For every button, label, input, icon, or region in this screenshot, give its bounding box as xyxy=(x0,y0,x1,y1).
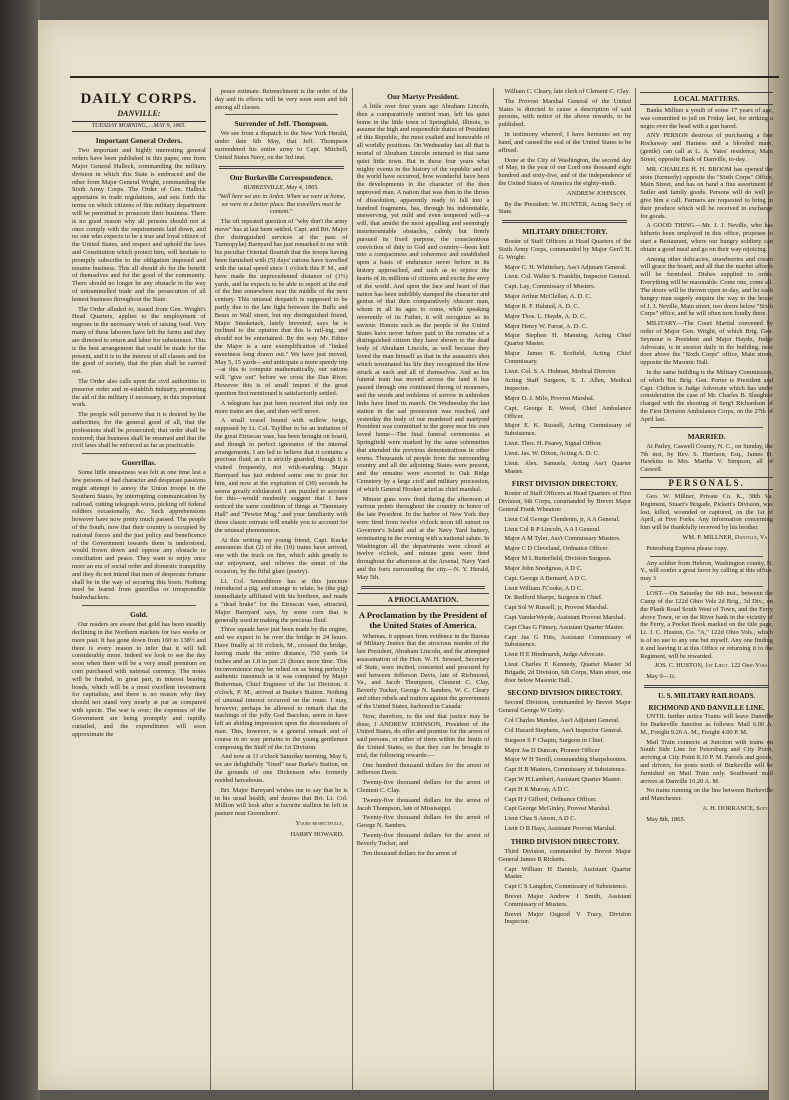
newspaper-columns xyxy=(68,88,777,1092)
signature: HARRY HOWARD. xyxy=(290,830,344,838)
directory-entry: Major C D Cleveland, Ordnance Officer. xyxy=(504,545,609,553)
article-heading: A PROCLAMATION. xyxy=(357,593,490,606)
paragraph: peace estimate. Retrenchment is the order of the day and its effects will be very soon seen and felt among all classes. xyxy=(214,88,348,111)
paragraph: The people will perceive that it is desired by the authorities, for the general good of all, that the professions shall be prosecuted; that order shall be restored; that business shall be resumed and that the civil laws shall be enforced as far as practicable. xyxy=(72,411,206,450)
divider xyxy=(650,586,763,587)
paragraph: The Order also calls upon the civil authorities to preserve order and re-establish industry, promising the aid of the military if necessary, in this important work. xyxy=(72,377,206,409)
paragraph: Second Division, commanded by Brevet Major General George W Getty: xyxy=(498,699,632,715)
directory-entry: Capt William H Daniels, Assistant Quarter Master. xyxy=(504,865,632,881)
local-item: Banks Millner a youth of some 17 years of age, was committed to jail on Friday last, for striking a negro over the head with a gun barrel. xyxy=(640,107,773,130)
directory-entry: Major Arthur McClellan, A. D. C. xyxy=(504,293,592,301)
directory-entry: Capt H R Murray, A D C. xyxy=(504,785,570,793)
signature: JOS. C. HUSTON, 1st Lieut. 122 Ohio Vols. xyxy=(654,662,769,670)
directory-entry: Major C. H. Whittelsey, Ass't Adjutant General. xyxy=(504,263,627,271)
directory-entry: Capt Sol W Russell, jr, Provost Marshal. xyxy=(504,604,609,612)
directory-entry: Brevet Major Osgood V Tracy, Division Inspector. xyxy=(504,910,632,926)
article-heading: Gold. xyxy=(130,610,148,620)
directory-entry: Major Henry W. Farrar, A. D. C. xyxy=(504,322,588,330)
paragraph: Brt. Major Barnyard wishes me to say that he is in his usual health, and desires that Brt. Lt. Col. Million will look after a favorite stallion he left in pasture near Greensboro'. xyxy=(214,786,348,818)
paragraph: Third Division, commanded by Brevet Major General James B Ricketts. xyxy=(498,847,632,863)
column-3 xyxy=(352,88,494,1092)
directory-entry: Col Charles Mundee, Ass't Adjutant General. xyxy=(504,717,620,725)
paragraph: By the President: W. HUNTER, Acting Sec'y of State. xyxy=(498,200,632,216)
letter-place: BURKESVILLE, May 4, 1865. xyxy=(243,183,319,191)
directory-entry: Lieut. Col. Walter S. Franklin, Inspector General. xyxy=(504,273,631,281)
paragraph: Geo. W. Millner, Private Co. K., 38th Va. Regiment, Stuart's Brigade, Pickett's Division, was lost, killed, wounded or captured, on the 1st of April, at Five Forks. Any information concerning him will be thankfully received by his brother. xyxy=(640,492,773,532)
divider xyxy=(644,685,769,688)
directory-entry: Lieut. Jas. W. Dixon, Acting A. D. C. xyxy=(504,449,600,457)
book-binding xyxy=(0,0,40,1100)
paragraph: Twenty-five thousand dollars for the arrest of George N. Sanders. xyxy=(356,814,490,830)
paragraph: Lt. Col. Smoothbore has at this juncture introduced a pig, and strange to relate, he (the pig) immediately affiliated with his brethren, and made a "dead brake" for the Etruscan vase, attracted, Major Barnyard says, by some corn that is generally used in making the precious fluid. xyxy=(214,577,348,624)
section-heading: FIRST DIVISION DIRECTORY. xyxy=(511,479,618,489)
directory-list xyxy=(498,264,631,476)
paragraph: Petersburg Express please copy. xyxy=(646,544,729,552)
directory-entry: Lieut O B Hays, Assistant Provost Marshal. xyxy=(504,825,617,833)
article-heading: Surrender of Jeff. Thompson. xyxy=(234,119,328,129)
directory-list xyxy=(498,717,631,833)
article-heading: Our Martyr President. xyxy=(387,92,459,101)
signature: A. H. DORRANCE, Supt. xyxy=(702,805,769,813)
divider xyxy=(225,114,338,115)
directory-entry: Capt C S Langdon, Commissary of Subsistence. xyxy=(504,883,628,891)
directory-entry: Lieut. Col. S. A. Holman, Medical Director. xyxy=(504,367,617,375)
article-heading: Important General Orders. xyxy=(95,136,183,146)
directory-entry: Lieut. Thos. H. Fearey, Signal Officer. xyxy=(504,440,603,448)
directory-entry: Lieut William J'Cooke, A D C. xyxy=(504,584,583,592)
column-5 xyxy=(635,88,777,1092)
directory-entry: Lieut Chas S Anson, A D C. xyxy=(504,815,577,823)
directory-list xyxy=(498,866,631,927)
section-heading: MILITARY DIRECTORY. xyxy=(522,227,608,237)
divider xyxy=(219,166,344,169)
directory-entry: Lieut H E Hindmarsh, Judge Advocate. xyxy=(504,651,606,659)
section-heading: MARRIED. xyxy=(687,431,726,441)
paragraph: The Order alluded to, issued from Gen. Wright's Head Quarters, applies to the employment of negroes in the necessary work of raising food. Very many of these laborers have left the farms and they are directed to return and labor for subsistence. This is the best arrangement that could be made for the present, and it is to the interest of all classes and for the good of society, that the plan shall be carried out. xyxy=(72,305,206,376)
local-item: MR. CHARLES H. H. BROOM has opened the store (formerly) opposite the "Sixth Corps" Office, Main Street, and has on hand a fine assortment of Sutler and family goods. Persons will do well to give him a call. Farmers are requested to bring in their produce which will be received in exchange for goods. xyxy=(640,165,773,220)
paragraph: In testimony whereof, I have hereunto set my hand, and caused the seal of the United States to be affixed. xyxy=(498,131,632,154)
directory-entry: Brevet Major Andrew J Smith, Assistant Commissary of Musters. xyxy=(504,892,632,908)
directory-entry: Capt Chas G Finney, Assistant Quarter Master. xyxy=(504,623,624,631)
paragraph: Now, therefore, to the end that justice may be done, I ANDREW JOHNSON, President of the United States, do offer and promise for the arrest of said persons, or either of them within the limits of the United States, so that they can be brought to trial, the following rewards:— xyxy=(356,712,490,759)
directory-entry: Major John Snodgrass, A D C. xyxy=(504,564,583,572)
paragraph: Whereas, it appears from evidence in the Bureau of Military Justice that the atrocious murder of the late President, Abraham Lincoln, and the attempted assassination of the Hon. W. H. Seward, Secretary of State, were incited, concerted and procured by and between Jefferson Davis, late of Richmond, Va., and Jacob Thompson, Clement C. Clay, Beverly Tucker, George N. Sanders, W. C. Cleary and other rebels and traitors against the government of the United States, harbored in Canada: xyxy=(356,632,490,710)
paragraph: May 8th, 1865. xyxy=(646,815,686,823)
divider xyxy=(82,605,196,606)
directory-entry: Major M L Butterfield, Division Surgeon. xyxy=(504,555,612,563)
divider xyxy=(502,220,627,223)
directory-entry: Lieut Col R P Lincoln, A A I General. xyxy=(504,525,601,533)
directory-entry: Major Stephen H. Manning, Acting Chief Quarter Master. xyxy=(504,332,632,348)
section-heading: SECOND DIVISION DIRECTORY. xyxy=(507,688,623,698)
paragraph: Twenty-five thousand dollars for the arrest of Beverly Tucker, and xyxy=(356,832,490,847)
paragraph: A telegram has just been received that only ten more trains are due, and then we'll move. xyxy=(214,399,348,415)
directory-entry: Major James K. Scofield, Acting Chief Commissary. xyxy=(504,349,632,365)
paragraph: Twenty-five thousand dollars for the arrest of Jacob Thompson, late of Mississippi. xyxy=(356,796,490,812)
directory-entry: Major D. J. Milo, Provost Marshal. xyxy=(504,395,595,403)
paragraph: Twenty-five thousand dollars for the arrest of Clement C. Clay. xyxy=(356,779,490,795)
masthead-title: DAILY CORPS. xyxy=(80,91,198,107)
divider xyxy=(361,586,486,589)
masthead-place: DANVILLE: xyxy=(117,109,161,119)
paragraph: No trains running on the line between Burkeville and Manchester. xyxy=(640,787,773,803)
local-item: Among other delicacies, strawberries and cream will grace the board, and all that the market affords will be furnished. Dishes supplied to order. Everything will be reasonable. Come one, come all. The doors will be thrown open to-day, and let each hungry man eagerly enquire the way to the house of J. J. Neville, Main street, two doors below "Sixth Corps" office, and he will often turn fondly there. xyxy=(640,255,773,318)
directory-entry: Major Thos. L. Haydn, A. D. C. xyxy=(504,312,586,320)
divider xyxy=(650,556,763,557)
paragraph: Mail Train connects at Junction with trains on South Side Line for Petersburg and City Point, arriving at City Point 8.10 P. M. Parcels and goods, and drivers, for posts north of Burkeville will be furnished on Mail Train only. Southward mail arrives at Danville 10.20 A. M. xyxy=(640,738,773,785)
directory-entry: Lieut. Alex. Samuels, Acting Ass't Quarter Master. xyxy=(504,459,632,475)
paragraph: A small vessel bound with willow twigs, supposed by Lt. Col. Tayliber to be an imitation of the great Etruscan vase, has been brought on board, and though in perfect ignorance of the internal arrangements, I am led to believe that it contains a precious fluid, as it is strictly guarded, though it is visited frequently, not with-standing. Major Barnyard has just ordered some one to pour for him, and now at the expiration of (30) seconds he seems greatly exhilarated. I am puzzled to account for this—would modestly suggest that I have noticed the same condition of things at "Tammany Hall" and "Pewter Mug," and your familiarity with those classic retreats will enable you to account for the unusual phenomenon. xyxy=(214,417,348,534)
directory-entry: Capt H J Gifford, Ordnance Officer. xyxy=(504,795,597,803)
signature: ANDREW JOHNSON. xyxy=(566,189,628,197)
paragraph: May 9—1t. xyxy=(646,673,676,681)
directory-entry: Capt. George A Bernard, A D C. xyxy=(504,574,587,582)
directory-entry: Capt Jas G Fitts, Assistant Commissary of Subsistence. xyxy=(504,633,632,649)
paragraph: William C. Cleary, late clerk of Clement C. Clay. xyxy=(504,88,631,95)
divider xyxy=(650,427,763,428)
directory-entry: Major W H Terrill, commanding Sharpshooters. xyxy=(504,756,627,764)
directory-list xyxy=(498,516,631,685)
directory-entry: Acting Staff Surgeon, S. J. Allen, Medical Inspector. xyxy=(504,377,632,393)
paragraph: At Parley, Caswell County, N. C., on Sunday, the 7th inst, by Rev. S. Harrison, Esq., James H. Hawkins to Mrs. Martha V. Simpson, all of Caswell. xyxy=(640,442,773,474)
directory-entry: Capt George McGinley, Provost Marshal. xyxy=(504,805,611,813)
article-heading: Guerrillas. xyxy=(121,458,157,468)
paragraph: At this writing my young friend, Capt. Kucke announces that (2) of the (10) trains have arrived, one with the truck on fire, which adds greatly to our enjoyment, and relieves the ennui of the occasion, by the fitful glare (poetry). xyxy=(214,536,348,575)
closing: Yours respectfully, xyxy=(295,819,344,827)
column-4 xyxy=(493,88,635,1092)
section-heading: THIRD DIVISION DIRECTORY. xyxy=(510,836,619,846)
personals-heading: PERSONALS. xyxy=(640,477,773,490)
paragraph: Any soldier from Hebron, Washington county, N. Y., will confer a great favor by calling at this office. may 3 xyxy=(640,559,773,583)
local-item: In the same building is the Military Commission, of which Brt. Brig. Gen. Porter is President and Capt. Chilton is Judge Advocate which has under consideration the case of Mr. Charles B. Slaughter charged with the shooting of Serg't Richardson of the First Division Ambulance Corps, on the 27th of April last. xyxy=(640,369,773,423)
paragraph: Minute guns were fired during the afternoon at various points throughout the country in honor of the late President. In the harbor of New York they were fired from twelve o'clock noon till sunset on Governor's Island and at the Navy Yard battery, terminating in the evening with a national salute. In Washington all the departments were closed at twelve o'clock, and minute guns were fired throughout the afternoon at the Arsenal, Navy Yard and the forts surrounding the city.—N. Y. Herald, May 5th. xyxy=(356,495,490,581)
directory-entry: Major Jas D Duncan, Pioneer Officer xyxy=(504,746,600,754)
paragraph: Ten thousand dollars for the arrest of xyxy=(362,849,457,857)
directory-entry: Capt. Lay, Commissary of Musters. xyxy=(504,283,596,291)
directory-entry: Major E. K. Russell, Acting Commissary of Subsistence. xyxy=(504,422,632,438)
directory-entry: Capt. George E. Wood, Chief Ambulance Officer. xyxy=(504,404,632,420)
directory-entry: Major A M Tyler, Ass't Commissary Musters. xyxy=(504,535,621,543)
paragraph: Two important and highly interesting general orders have been published in this paper, one from Major General Halleck, commanding the military division in which this State is embraced and the other from Major General Wright, commanding the Sixth Army Corps. The Order of Gen. Halleck appertains to trade regulations, and sets forth the terms on which citizens of this military department will be permitted to prosecute their business. There is no good reason why all persons should not at once comply with the requirements laid down, and no one who expects to be a true and loyal citizen of the United States, and respect and uphold the laws and Constitution which protect him, will hesitate to promptly subscribe to the obligation imposed and resume business. This all should do for the benefit of themselves and for the good of the community. There should no longer be any obstacle in the way of untrammelled trade and the prosecution of all honest business throughout the State. xyxy=(72,147,206,303)
directory-entry: Surgeon S F Chapin, Surgeon in Chief. xyxy=(504,736,605,744)
article-heading: A Proclamation by the President of the United States of America. xyxy=(358,609,488,631)
divider xyxy=(82,453,196,454)
directory-entry: Capt VanderWeyde, Assistant Provost Marshal. xyxy=(504,613,626,621)
column-1 xyxy=(68,88,210,1092)
section-subheading: RICHMOND AND DANVILLE LINE. xyxy=(648,703,765,712)
section-heading: U. S. MILITARY RAILROADS. xyxy=(658,692,756,701)
paragraph: Some little uneasiness was felt at one time lest a few persons of bad character and desperate passions might attempt to annoy the Union troops in the Southern States, by interrupting communication by railroad, cutting telegraph wires, picking off federal soldiers occasionally, &c. Such apprehensions however have now pretty much passed. The people of the South, now that their country is occupied by national forces and the just policy and beneficence of the Government towards them is understood, would frown down and oppose any obstacle to conciliation and peace. They want to enjoy once more an era of social order and domestic tranquility and they do not intend that men of desperate fortune shall be in the way of securing this boon. Nothing need be feared from guerrillas or irresponsible bushwhackers. xyxy=(72,469,206,602)
directory-entry: Capt H B Masters, Commissary of Subsistence. xyxy=(504,766,627,774)
paragraph: Roster of Staff Officers at Head Quarters of First Division, 6th Corps, commanded by Brevet Major General Frank Wheaton: xyxy=(498,490,632,513)
paragraph: One hundred thousand dollars for the arrest of Jefferson Davis. xyxy=(356,761,490,777)
column-2 xyxy=(210,88,352,1092)
paragraph: LOST.—On Saturday the 6th inst., between the Camp of the 122d Ohio Vols 2d Brig., 3d Div., on the Plank Road South West of Town, and the Ferry above Town, or on the River bank in the vicinity of the Ferry, a Pocket Book marked on the title page, Lt. J. C. Huston, Co. "A," 122d Ohio Vols., which is of no use to any one but myself. Any one finding it and leaving it at this Office or returning it to the Regiment, will be rewarded. xyxy=(640,590,773,660)
paragraph: Three squads have just been made by the engine, and we expect to be over the bridge in 24 hours. Have finally at 10 o'clock, M., crossed the bridge, having made the entire distance, 750 yards 14 inches and an 1.8 in just 21 (hours more time. This inconvenience may be relied on as being perfectly authentic inasmuch as it was computed by Major Butterman, Chief Engineer of the 1st Division. 6 o'clock, P. M., arrived at Burke's Station. Nothing of unusual interest occurred on the route. I may, however, perhaps be allowed to remark that the teachings of the jolly God Bacchus, seem to have left an abiding impression upon the descendants of man. This, however, is a general remark and of course in no way pertains to the young gentlemen composing the Staff of the 1st Division. xyxy=(214,626,348,751)
local-item: MILITARY.—The Court Martial convened by order of Major Gen. Wright, of which Brig. Gen. Seymour is President and Major Haydn, Judge Advocate, is in session daily in the building, next door above the "Sixth Corps" office, Main street, opposite the Masonic Hall. xyxy=(640,320,773,367)
paragraph: We see from a dispatch to the New York Herald, under date 6th May, that Jeff. Thompson surrendered his entire army to Capt. Mitchell, United States Navy, on the 3rd inst. xyxy=(214,130,348,161)
paragraph: Our readers are aware that gold has been steadily declining in the Northern markets for two weeks or more past. It has gone down from 160 to 138½ and there is every reason to infer that it will fall considerably more. Indeed we look to see the day soon when there will be a very small premium on coin purchased with national currency. The notes will be funded, in great part, in interest bearing bonds, which will be a most excellent investment for capitalists, and there is no reason why they should not stand very nearly at par as compared with specie. The war is over; the expenses of the Government are being promptly and rapidly curtailed, and the expenditures will soon approximate the xyxy=(72,621,206,738)
section-heading: LOCAL MATTERS. xyxy=(640,92,773,105)
paragraph: Roster of Staff Officers at Head Quarters of the Sixth Army Corps, commanded by Major Gen'l H. G. Wright: xyxy=(498,238,632,261)
directory-entry: Major R. F. Halsted, A. D. C. xyxy=(504,302,580,310)
article-heading: Our Burkeville Correspondence. xyxy=(229,172,333,182)
paragraph: A little over four years ago Abraham Lincoln, then a comparatively untried man, left his quiet home in the little town of Springfield, Illinois, to assume the high and responsible duties of President of this Republic, the most exalted and honorable of all worldly positions. On Wednesday last all that is mortal of Abraham Lincoln returned to that same quiet little town. But in those four years what mighty events in the history of the republic and of the world have occurred, how wonderful have been the developments in the character of the then unproved man. A nation that was then in the throes of dissolution, apparently ready to fall into a hundred fragments, has, through his indomitable, unswerving, yet mild and even tempered will—a will, that amidst the most appalling and seemingly insurmountable obstacles, calmly but firmly pursued its fixed purpose, the conscientious conviction of duty to God and country—been knit into a compactness and coherence and established upon a basis of endurance never before in its history approached, and such as to rejoice the hearts of its millions of citizens and excite the envy of the world. And upon the face and heart of that nation has been indelibly stamped the character and genius of that then comparatively obscure man, whom in all its ages to come, while speaking reverently of its Father, it will recognize as its saviour. Honors such as the people of the United States have never before paid to the remains of a distinguished citizen they have shown to the dead body of Abraham Lincoln, as well because they loved the man himself as that in the assassin's shot which terminated his life they recognized the blow struck at each and all of themselves. And as his funeral train has moved across the land it has passed through one continued throng of mourners, and the words and emblems of sorrow in unbroken links have lined its march. On Wednesday the last station in the sad procession was reached, and yesterday the body of our murdered and martyred President was committed to the grave near his own loved home—The final funeral ceremonies at Springfield were marked by the same solemnities that attended the previous demonstrations in other towns. Thousands of people from the surrounding country and all the adjoining States were present, and the remains were escorted to Oak Ridge Cemetery by a large civil and military procession, of which General Hooker acted as chief marshal. xyxy=(356,103,490,493)
local-item: A GOOD THING.—Mr. J. J. Neville, who has hitherto been employed in this office, proposes to start a Restaurant, where our hungry soldiery can obtain a good meal and go on their way rejoicing. xyxy=(640,222,773,253)
directory-entry: Lieut Col George Clendenin, jr, A A General. xyxy=(504,515,620,523)
local-item: ANY PERSON desirous of purchasing a fine Rockaway and Harness and a blooded mare, (gentle) can call at L. A. Yates' residence, Main Street, opposite Bank of Danville, to-day. xyxy=(640,132,773,163)
verse: "Well here we are in Arden. When we were at home, we were in a better place. But travellers must be content." xyxy=(217,193,346,216)
directory-entry: Dr. Redford Sharpe, Surgeon in Chief. xyxy=(504,594,603,602)
paragraph: The oft repeated question of "why don't the army move" has at last been settled. Capt. and Brt. Major (for distinguished services at the pass of Turmopylæ) Barnyard has just remarked to me with his peculiar Oriental flourish that the troops having been furnished with (5) days' rations have travelled with the usual speed since 1 o'clock this P. M., and have made the unprecedented distance of (1½) yards, and he expects to be able to report at the end of the line somewhere near the middle of the next century. This unusual despatch is supposed to be partly due to the late fight between the Bulls and Bears in Wall street, but my distinguished friend, Major Smoketack, lately breveted, says he is inclined to the opinion that this is rail-ing, and should not be entertained. By the way Mr. Editor the Major is a rare exemplification of "linked sweetness long drawn out." We have just moved, May 5, 15 yards—and anticipate a more speedy trip—at this to compute mathematically, our rations will "give out" before we cross the Dan River. However this is of small import if the great question first mentioned is satisfactorily settled. xyxy=(214,218,348,397)
header-rule xyxy=(70,76,779,78)
paragraph: The Provost Marshal General of the United States is directed to cause a description of said persons, with notice of the above rewards, to be published. xyxy=(498,97,632,129)
signature: WM. P. MILLNER, Danville, Va. xyxy=(682,534,769,542)
paragraph: UNTIL further notice Trains will leave Danville for Burkeville Junction as follows: Mail 6.00 A. M., Freight 9.20 A. M., Freight 4.00 P. M. xyxy=(640,713,773,736)
directory-entry: Lieut Charles F. Kennedy, Quarter Master 3d Brigade, 2d Division, 6th Corps, Main street, one door below Masonic Hall. xyxy=(504,661,632,684)
dateline: TUESDAY MORNING,....MAY 9, 1865. xyxy=(72,121,206,132)
paragraph: And now at 11 o'clock Saturday morning, May 6, we are delightfully "fixed" near Burke's Station, on the grounds of one Dickenson who formerly resided hereabouts. xyxy=(214,753,348,784)
directory-entry: Capt W H Lambert, Assistant Quarter Master. xyxy=(504,775,622,783)
paragraph: Done at the City of Washington, the second day of May, in the year of our Lord one thousand eight hundred and sixty-five, and of the independence of the United States of America the eighty-ninth. xyxy=(498,156,632,187)
directory-entry: Col Hazard Stephens, Ass't Inspector General. xyxy=(504,726,623,734)
